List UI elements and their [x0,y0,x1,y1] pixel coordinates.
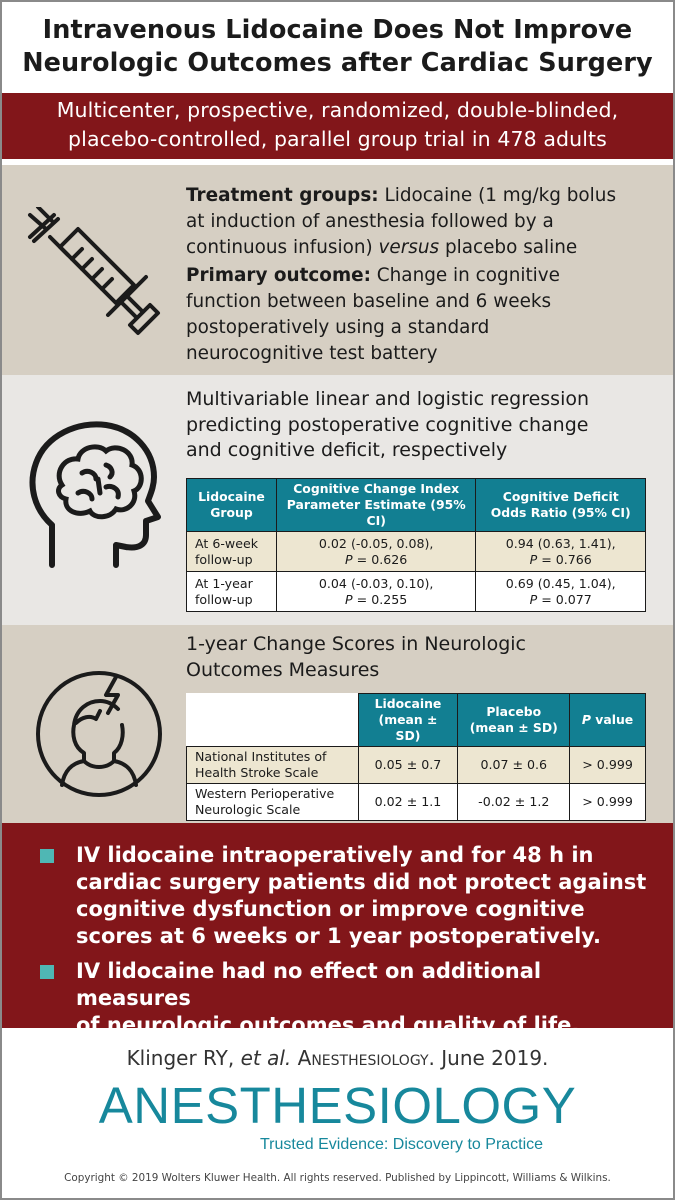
bullet-line: IV lidocaine intraoperatively and for 48 h in [76,843,594,867]
bullet-line: cardiac surgery patients did not protect against [76,870,647,894]
regression-section [2,375,673,625]
odds-cell: 0.69 (0.45, 1.04), P = 0.077 [476,572,646,612]
outcome-text: neurocognitive test battery [186,343,438,364]
bullet-square-icon [40,965,54,979]
change-scores-section [2,625,673,823]
treatment-text: Lidocaine (1 mg/kg bolus [384,185,617,206]
table-row [187,532,646,572]
outcome-text: function between baseline and 6 weeks [186,291,552,312]
heading-line: predicting postoperative cognitive change [186,413,589,436]
title-line: Neurologic Outcomes after Cardiac Surgery [22,48,653,78]
title-line: Intravenous Lidocaine Does Not Improve [42,15,633,45]
treatment-text: placebo saline [444,237,578,258]
col-header: Lidocaine (mean ± SD) [358,694,458,747]
empty-cell [187,694,359,747]
col-header: P value [570,694,646,747]
banner-line: Multicenter, prospective, randomized, double-blinded, [56,98,619,122]
row-label: National Institutes of Health Stroke Scale [187,747,359,784]
outcome-text: postoperatively using a standard [186,317,490,338]
anesthesiology-logo: ANESTHESIOLOGY [98,1077,577,1134]
regression-table [186,478,646,612]
cci-cell: 0.02 (-0.05, 0.08), P = 0.626 [276,532,475,572]
et-al: et al. [240,1046,292,1070]
page-title [2,14,673,80]
placebo-cell: 0.07 ± 0.6 [458,747,570,784]
syringe-icon [24,207,164,357]
bullet-square-icon [40,849,54,863]
heading-line: Multivariable linear and logistic regression [186,388,590,410]
treatment-groups-text [186,183,616,261]
col-header: Cognitive Deficit Odds Ratio (95% CI) [476,479,646,532]
col-header: Cognitive Change Index Parameter Estimate (95% CI) [276,479,475,532]
journal-name: Anesthesiology [291,1046,429,1070]
head-lightning-icon [34,669,164,799]
study-design-section [2,165,673,375]
table-row [187,747,646,784]
treatment-text: continuous infusion) [186,237,373,258]
row-label: At 1-year follow-up [187,572,277,612]
change-scores-table [186,693,646,821]
treatment-text: at induction of anesthesia followed by a [186,211,554,232]
bullet-line: IV lidocaine had no effect on additional measures [76,959,542,1010]
lidocaine-cell: 0.02 ± 1.1 [358,784,458,821]
trial-design-banner [2,93,673,159]
heading-line: and cognitive deficit, respectively [186,439,508,461]
lidocaine-cell: 0.05 ± 0.7 [358,747,458,784]
copyright: Copyright © 2019 Wolters Kluwer Health. All rights reserved. Published by Lippincott, Williams & Wilkins. [64,1172,611,1184]
conclusions-section [2,823,673,1037]
row-label: At 6-week follow-up [187,532,277,572]
placebo-cell: -0.02 ± 1.2 [458,784,570,821]
p-value-cell: > 0.999 [570,784,646,821]
row-label: Western Perioperative Neurologic Scale [187,784,359,821]
table-row [187,784,646,821]
citation: Klinger RY, et al. Anesthesiology. June 2019. [126,1046,549,1070]
conclusion-bullet [40,842,650,950]
col-header: Placebo (mean ± SD) [458,694,570,747]
table-row [187,572,646,612]
bullet-line: cognitive dysfunction or improve cognitive [76,897,585,921]
heading-line: Outcomes Measures [186,659,380,681]
conclusion-bullet [40,958,650,1039]
cci-cell: 0.04 (-0.03, 0.10), P = 0.255 [276,572,475,612]
regression-heading [186,387,589,464]
odds-cell: 0.94 (0.63, 1.41), P = 0.766 [476,532,646,572]
heading-line: 1-year Change Scores in Neurologic [186,633,526,655]
col-header: Lidocaine Group [187,479,277,532]
logo-tagline: Trusted Evidence: Discovery to Practice [260,1136,544,1153]
primary-outcome-text [186,263,560,367]
change-scores-heading [186,631,526,683]
outcome-label: Primary outcome: [186,265,371,286]
bullet-line: of neurologic outcomes and quality of life. [76,1013,580,1037]
bullet-line: scores at 6 weeks or 1 year postoperatively. [76,924,602,948]
banner-line: placebo-controlled, parallel group trial in 478 adults [68,127,607,151]
versus-text: versus [378,237,440,258]
brain-head-icon [22,415,162,575]
p-value-cell: > 0.999 [570,747,646,784]
treatment-label: Treatment groups: [186,185,379,206]
outcome-text: Change in cognitive [376,265,560,286]
